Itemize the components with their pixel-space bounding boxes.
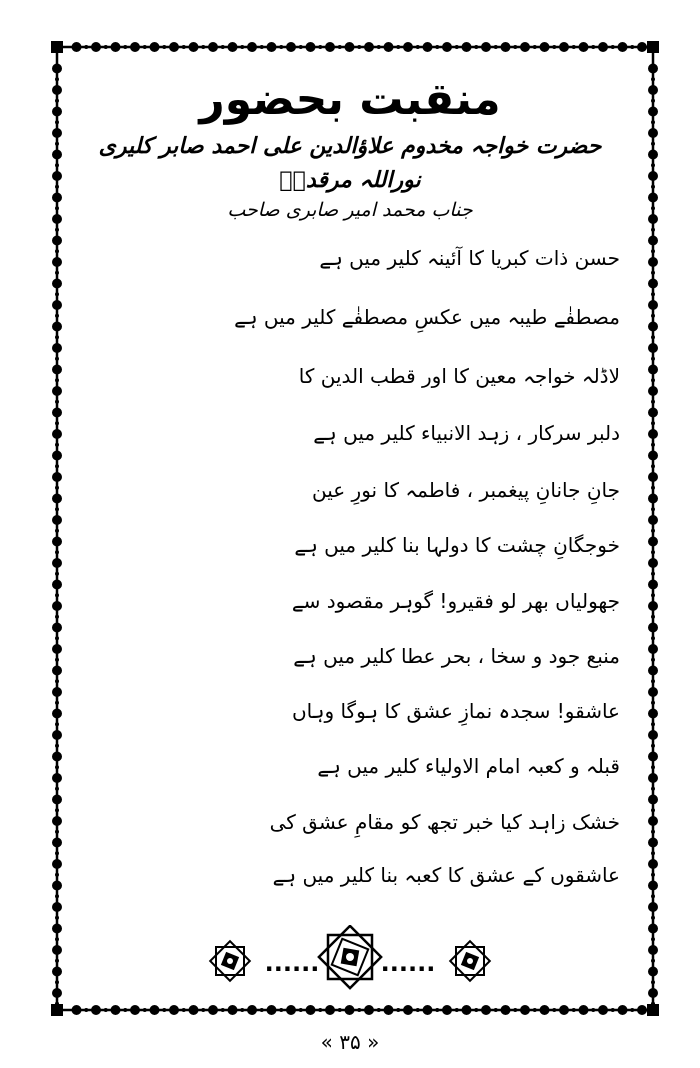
border-dot-small: [55, 271, 59, 275]
page-number: [300, 1027, 400, 1057]
page-number-close-bracket: »: [367, 1030, 380, 1054]
border-dot-small: [84, 45, 88, 49]
border-dot-small: [55, 593, 59, 597]
border-dot: [52, 300, 62, 310]
border-dot: [52, 730, 62, 740]
poem-subtitle: حضرت خواجہ مخدوم علاؤالدین علی احمد صابر کلیری نوراللہ مرقدہٗ: [98, 134, 602, 193]
border-dot: [648, 236, 658, 246]
border-dot: [72, 1005, 82, 1015]
border-dot-small: [651, 507, 655, 511]
border-dot-small: [651, 400, 655, 404]
border-dot: [52, 257, 62, 267]
border-dot-small: [55, 292, 59, 296]
border-dot: [52, 386, 62, 396]
border-dot-small: [55, 1002, 59, 1006]
border-dot: [648, 816, 658, 826]
border-dot-small: [651, 830, 655, 834]
border-dot-small: [55, 830, 59, 834]
border-dot: [52, 945, 62, 955]
border-dot: [648, 967, 658, 977]
border-dot: [52, 644, 62, 654]
border-dot-small: [651, 593, 655, 597]
border-dot-small: [55, 486, 59, 490]
border-dot-small: [651, 142, 655, 146]
page-number-open-bracket: «: [320, 1030, 333, 1054]
border-dot: [648, 580, 658, 590]
border-dot: [52, 494, 62, 504]
border-dot: [648, 881, 658, 891]
border-dot-small: [651, 636, 655, 640]
border-dot-small: [55, 249, 59, 253]
border-dot: [648, 988, 658, 998]
border-dot-small: [55, 464, 59, 468]
border-dot-small: [650, 45, 654, 49]
border-dot: [648, 171, 658, 181]
border-dot-small: [55, 765, 59, 769]
large-star-ornament-icon: [319, 926, 381, 988]
border-dot: [52, 838, 62, 848]
border-dot-small: [651, 378, 655, 382]
border-dot: [648, 795, 658, 805]
border-dot-small: [55, 894, 59, 898]
border-dot-small: [651, 765, 655, 769]
border-dot-small: [651, 937, 655, 941]
border-dot: [52, 795, 62, 805]
border-dot: [648, 537, 658, 547]
border-dot-small: [55, 851, 59, 855]
border-dot-small: [55, 335, 59, 339]
border-dot-small: [630, 45, 634, 49]
border-dot: [648, 494, 658, 504]
ornament-dots-left: ......: [264, 949, 320, 977]
border-dot: [648, 343, 658, 353]
border-dot-small: [55, 658, 59, 662]
border-dot-small: [651, 851, 655, 855]
border-corner: [51, 1004, 63, 1016]
border-dot: [52, 451, 62, 461]
border-dot: [648, 945, 658, 955]
border-dot-small: [55, 937, 59, 941]
border-dot: [52, 322, 62, 332]
border-dot-small: [55, 378, 59, 382]
border-dot: [648, 838, 658, 848]
border-dot: [52, 171, 62, 181]
border-dot: [648, 709, 658, 719]
border-dot: [52, 924, 62, 934]
verse-line: جانِ جانانِ پیغمبر ، فاطمہ کا نورِ عین: [311, 478, 620, 502]
border-dot-small: [650, 1008, 654, 1012]
verse-line: عاشقو! سجدہ نمازِ عشق کا ہوگا وہاں: [291, 699, 620, 723]
star-ornament-icon: [450, 941, 490, 981]
border-dot-small: [651, 486, 655, 490]
border-dot-small: [55, 916, 59, 920]
border-dot: [52, 816, 62, 826]
border-dot-small: [651, 679, 655, 683]
border-dot: [52, 236, 62, 246]
border-dot-small: [55, 744, 59, 748]
border-dot: [52, 601, 62, 611]
border-dot-small: [55, 443, 59, 447]
border-dot-small: [55, 185, 59, 189]
border-dot: [52, 365, 62, 375]
border-dot-small: [651, 357, 655, 361]
border-dot-small: [651, 572, 655, 576]
verse-list: [90, 0, 620, 1068]
border-dot-small: [55, 873, 59, 877]
poet-name: جناب محمد امیر صابری صاحب: [227, 199, 473, 221]
ornament-dots-right: ......: [380, 949, 436, 977]
border-dot-small: [55, 529, 59, 533]
border-dot: [648, 408, 658, 418]
verse-line: خوجگانِ چشت کا دولہا بنا کلیر میں ہے: [294, 533, 620, 557]
border-dot: [52, 558, 62, 568]
border-dot-small: [55, 314, 59, 318]
verse-line: قبلہ و کعبہ امام الاولیاء کلیر میں ہے: [317, 754, 620, 778]
verse-line: جھولیاں بھر لو فقیرو! گوہر مقصود سے: [291, 589, 620, 613]
verse-line: مصطفٰے طیبہ میں عکسِ مصطفٰے کلیر میں ہے: [234, 305, 620, 329]
border-dot-small: [55, 228, 59, 232]
border-dot-small: [55, 421, 59, 425]
border-dot-small: [651, 1002, 655, 1006]
border-dot: [52, 881, 62, 891]
border-dot: [52, 623, 62, 633]
border-dot: [648, 429, 658, 439]
border-dot: [52, 666, 62, 676]
border-dot: [648, 623, 658, 633]
border-dot: [648, 644, 658, 654]
page-number-value: ۳۵: [339, 1030, 361, 1054]
border-dot: [52, 150, 62, 160]
border-dot: [52, 967, 62, 977]
border-dot: [52, 429, 62, 439]
border-dot: [52, 580, 62, 590]
border-dot: [52, 752, 62, 762]
border-dot-small: [651, 443, 655, 447]
border-dot: [648, 773, 658, 783]
poem-title: منقبت بحضور: [199, 74, 501, 125]
border-dot-small: [55, 636, 59, 640]
border-dot: [52, 773, 62, 783]
border-dot: [648, 386, 658, 396]
border-dot-small: [651, 314, 655, 318]
verse-line: دلبر سرکار ، زہد الانبیاء کلیر میں ہے: [313, 421, 620, 445]
border-dot-small: [651, 808, 655, 812]
border-dot: [648, 451, 658, 461]
border-dot-small: [55, 357, 59, 361]
border-dot-small: [630, 1008, 634, 1012]
border-dot-small: [651, 701, 655, 705]
border-dot-small: [651, 185, 655, 189]
border-dot: [648, 666, 658, 676]
border-dot-small: [651, 271, 655, 275]
border-dot-small: [651, 529, 655, 533]
border-dot-small: [55, 550, 59, 554]
border-dot: [52, 515, 62, 525]
border-dot-small: [651, 787, 655, 791]
border-dot: [52, 472, 62, 482]
border-dot: [648, 322, 658, 332]
border-dot-small: [651, 873, 655, 877]
border-dot: [648, 257, 658, 267]
border-dot-small: [55, 787, 59, 791]
border-dot: [52, 279, 62, 289]
border-dot: [52, 408, 62, 418]
border-dot-small: [651, 615, 655, 619]
border-dot-small: [651, 421, 655, 425]
border-dot: [52, 859, 62, 869]
border-dot: [52, 343, 62, 353]
border-dot-small: [55, 142, 59, 146]
border-dot-small: [55, 808, 59, 812]
border-dot: [648, 687, 658, 697]
border-dot-small: [55, 701, 59, 705]
border-dot-small: [55, 679, 59, 683]
border-dot-small: [55, 980, 59, 984]
border-dot: [52, 709, 62, 719]
border-dot: [72, 42, 82, 52]
verse-line: عاشقوں کے عشق کا کعبہ بنا کلیر میں ہے: [272, 863, 620, 887]
border-dot: [648, 472, 658, 482]
border-dot: [648, 924, 658, 934]
border-dot-small: [651, 249, 655, 253]
border-dot: [52, 687, 62, 697]
border-dot: [648, 859, 658, 869]
border-dot-small: [55, 507, 59, 511]
border-dot-small: [651, 335, 655, 339]
border-dot-small: [651, 228, 655, 232]
border-dot-small: [651, 916, 655, 920]
border-dot-small: [55, 572, 59, 576]
border-dot-small: [651, 292, 655, 296]
border-dot: [648, 902, 658, 912]
border-dot-small: [55, 163, 59, 167]
border-dot: [648, 752, 658, 762]
border-dot: [637, 1005, 647, 1015]
verse-line: لاڈلہ خواجہ معین کا اور قطب الدین کا: [298, 364, 620, 388]
border-dot-small: [651, 744, 655, 748]
border-dot-small: [55, 959, 59, 963]
border-dot-small: [651, 550, 655, 554]
border-dot: [648, 515, 658, 525]
border-dot-small: [651, 163, 655, 167]
verse-line: حسن ذات کبریا کا آئینہ کلیر میں ہے: [319, 246, 620, 270]
border-dot: [648, 365, 658, 375]
border-dot: [637, 42, 647, 52]
border-dot-small: [55, 615, 59, 619]
border-dot-small: [55, 400, 59, 404]
border-dot-small: [55, 722, 59, 726]
border-dot-small: [651, 658, 655, 662]
closing-ornament: [200, 925, 500, 995]
border-dot-small: [651, 464, 655, 468]
border-dot-small: [651, 722, 655, 726]
border-dot-small: [84, 1008, 88, 1012]
border-dot: [52, 902, 62, 912]
border-dot: [648, 558, 658, 568]
border-dot-small: [651, 959, 655, 963]
border-dot: [648, 730, 658, 740]
border-dot: [648, 279, 658, 289]
border-dot: [648, 601, 658, 611]
verse-line: خشک زاہد کیا خبر تجھ کو مقامِ عشق کی: [269, 810, 620, 834]
border-dot-small: [651, 980, 655, 984]
star-ornament-icon: [210, 941, 250, 981]
verse-line: منبع جود و سخا ، بحر عطا کلیر میں ہے: [293, 644, 620, 668]
border-corner: [51, 41, 63, 53]
border-dot: [52, 537, 62, 547]
border-dot: [52, 988, 62, 998]
border-dot: [648, 300, 658, 310]
border-dot-small: [651, 894, 655, 898]
border-dot: [648, 150, 658, 160]
